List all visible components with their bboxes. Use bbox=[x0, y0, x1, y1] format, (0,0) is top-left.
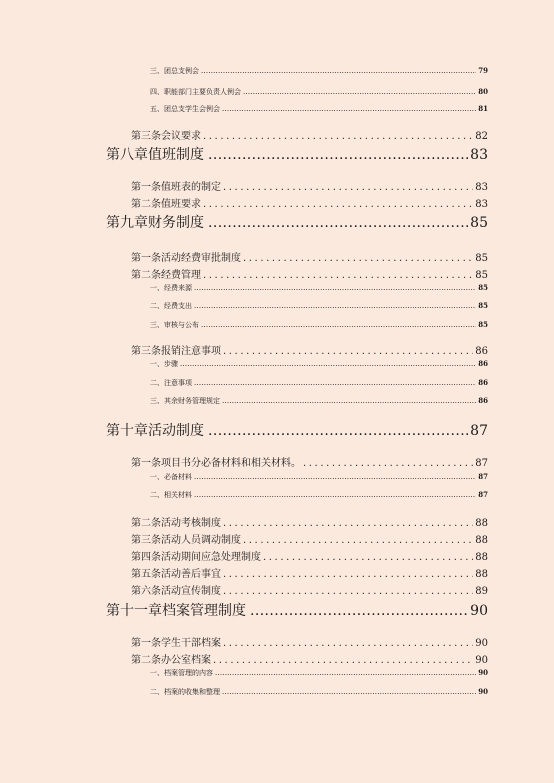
toc-entry-number: 一、 bbox=[150, 360, 164, 368]
toc-entry-number: 三、 bbox=[150, 321, 164, 329]
dot-leader bbox=[203, 131, 473, 142]
dot-leader bbox=[194, 284, 476, 292]
toc-entry-number: 第一条 bbox=[131, 638, 161, 649]
toc-entry-sub[interactable] bbox=[150, 283, 488, 293]
toc-entry-art[interactable] bbox=[131, 178, 488, 193]
toc-entry-sub[interactable] bbox=[150, 320, 488, 330]
dot-leader bbox=[203, 270, 473, 281]
toc-entry-number: 第五条 bbox=[131, 569, 161, 580]
toc-entry-number: 第十章 bbox=[106, 423, 148, 439]
toc-entry-title: 活动经费审批制度 bbox=[161, 253, 241, 264]
dot-leader bbox=[223, 638, 473, 649]
toc-entry-art[interactable] bbox=[131, 565, 488, 580]
dot-leader bbox=[263, 552, 473, 563]
dot-leader bbox=[243, 535, 473, 546]
toc-entry-number: 三、 bbox=[150, 397, 164, 405]
toc-entry-number: 第二条 bbox=[131, 655, 161, 666]
dot-leader bbox=[194, 473, 476, 481]
toc-entry-title: 活动制度 bbox=[148, 423, 204, 439]
toc-entry-art[interactable] bbox=[131, 531, 488, 546]
toc-entry-page-number: 80 bbox=[478, 87, 488, 96]
dot-leader bbox=[250, 603, 468, 619]
dot-leader bbox=[208, 147, 468, 163]
toc-entry-title: 必备材料 bbox=[164, 473, 192, 481]
dot-leader bbox=[208, 423, 468, 439]
toc-entry-title: 步骤 bbox=[164, 360, 178, 368]
toc-entry-number: 四、 bbox=[150, 88, 164, 96]
toc-entry-sub[interactable] bbox=[150, 687, 488, 697]
toc-entry-page-number: 81 bbox=[478, 104, 488, 113]
toc-entry-page-number: 88 bbox=[475, 518, 488, 529]
toc-entry-title: 项目书分必备材料和相关材料。 bbox=[161, 458, 301, 469]
toc-entry-page-number: 86 bbox=[478, 378, 488, 387]
toc-entry-title: 财务制度 bbox=[148, 215, 204, 231]
toc-entry-number: 第六条 bbox=[131, 586, 161, 597]
toc-entry-art[interactable] bbox=[131, 454, 488, 469]
toc-entry-title: 档案管理的内容 bbox=[164, 669, 213, 677]
toc-entry-page-number: 83 bbox=[475, 182, 488, 193]
toc-entry-art[interactable] bbox=[131, 634, 488, 649]
toc-entry-title: 活动期间应急处理制度 bbox=[161, 552, 261, 563]
toc-entry-number: 二、 bbox=[150, 379, 164, 387]
toc-entry-number: 第二条 bbox=[131, 518, 161, 529]
toc-entry-ch[interactable] bbox=[106, 212, 488, 232]
toc-entry-sub[interactable] bbox=[150, 104, 488, 114]
toc-entry-number: 第一条 bbox=[131, 182, 161, 193]
toc-entry-title: 审核与公布 bbox=[164, 321, 199, 329]
dot-leader bbox=[303, 458, 473, 469]
toc-entry-page-number: 83 bbox=[470, 147, 488, 163]
toc-entry-art[interactable] bbox=[131, 548, 488, 563]
toc-entry-number: 第三条 bbox=[131, 131, 161, 142]
toc-entry-title: 值班制度 bbox=[148, 147, 204, 163]
toc-entry-title: 相关材料 bbox=[164, 491, 192, 499]
dot-leader bbox=[243, 253, 473, 264]
toc-entry-title: 团总支例会 bbox=[164, 67, 199, 75]
toc-entry-page-number: 82 bbox=[475, 131, 488, 142]
toc-entry-number: 五、 bbox=[150, 105, 164, 113]
toc-entry-title: 经费支出 bbox=[164, 302, 192, 310]
toc-entry-page-number: 85 bbox=[475, 270, 488, 281]
dot-leader bbox=[201, 321, 476, 329]
toc-entry-page-number: 85 bbox=[478, 283, 488, 292]
dot-leader bbox=[223, 586, 473, 597]
toc-entry-page-number: 90 bbox=[475, 638, 488, 649]
toc-entry-title: 学生干部档案 bbox=[161, 638, 221, 649]
toc-entry-title: 会议要求 bbox=[161, 131, 201, 142]
toc-entry-title: 办公室档案 bbox=[161, 655, 211, 666]
dot-leader bbox=[243, 88, 476, 96]
toc-entry-page-number: 86 bbox=[478, 359, 488, 368]
toc-entry-page-number: 88 bbox=[475, 569, 488, 580]
toc-entry-title: 值班要求 bbox=[161, 199, 201, 210]
toc-entry-title: 其余财务管理规定 bbox=[164, 397, 220, 405]
toc-entry-title: 档案的收集和整理 bbox=[164, 688, 220, 696]
toc-entry-art[interactable] bbox=[131, 651, 488, 666]
toc-entry-page-number: 88 bbox=[475, 535, 488, 546]
toc-entry-page-number: 83 bbox=[475, 199, 488, 210]
toc-entry-title: 活动宣传制度 bbox=[161, 586, 221, 597]
toc-entry-title: 档案管理制度 bbox=[162, 603, 246, 619]
toc-entry-title: 活动善后事宜 bbox=[161, 569, 221, 580]
toc-entry-title: 报销注意事项 bbox=[161, 346, 221, 357]
toc-entry-title: 经费管理 bbox=[161, 270, 201, 281]
toc-entry-title: 活动考核制度 bbox=[161, 518, 221, 529]
dot-leader bbox=[201, 67, 476, 75]
toc-entry-sub[interactable] bbox=[150, 378, 488, 388]
toc-entry-sub[interactable] bbox=[150, 359, 488, 369]
toc-entry-number: 第二条 bbox=[131, 270, 161, 281]
dot-leader bbox=[223, 518, 473, 529]
toc-entry-page-number: 85 bbox=[478, 320, 488, 329]
toc-entry-number: 二、 bbox=[150, 302, 164, 310]
dot-leader bbox=[223, 346, 473, 357]
toc-entry-sub[interactable] bbox=[150, 66, 488, 76]
toc-entry-number: 第四条 bbox=[131, 552, 161, 563]
toc-entry-title: 职能部门主要负责人例会 bbox=[164, 88, 241, 96]
dot-leader bbox=[194, 379, 476, 387]
toc-entry-page-number: 87 bbox=[478, 490, 488, 499]
toc-entry-page-number: 86 bbox=[475, 346, 488, 357]
toc-entry-page-number: 90 bbox=[470, 603, 488, 619]
toc-entry-title: 值班表的制定 bbox=[161, 182, 221, 193]
toc-entry-page-number: 88 bbox=[475, 552, 488, 563]
toc-entry-number: 第一条 bbox=[131, 253, 161, 264]
toc-entry-number: 第九章 bbox=[106, 215, 148, 231]
toc-entry-page-number: 87 bbox=[475, 458, 488, 469]
toc-entry-sub[interactable] bbox=[150, 301, 488, 311]
toc-entry-number: 第三条 bbox=[131, 346, 161, 357]
toc-entry-page-number: 85 bbox=[470, 215, 488, 231]
toc-entry-sub[interactable] bbox=[150, 472, 488, 482]
dot-leader bbox=[213, 655, 473, 666]
toc-entry-number: 第十一章 bbox=[106, 603, 162, 619]
toc-entry-title: 经费来源 bbox=[164, 284, 192, 292]
toc-entry-art[interactable] bbox=[131, 342, 488, 357]
dot-leader bbox=[194, 302, 476, 310]
toc-entry-title: 活动人员调动制度 bbox=[161, 535, 241, 546]
toc-entry-ch[interactable] bbox=[106, 144, 488, 164]
toc-entry-ch[interactable] bbox=[106, 600, 488, 620]
toc-entry-page-number: 87 bbox=[478, 472, 488, 481]
toc-entry-number: 二、 bbox=[150, 491, 164, 499]
toc-entry-page-number: 87 bbox=[470, 423, 488, 439]
dot-leader bbox=[180, 360, 476, 368]
toc-entry-number: 一、 bbox=[150, 669, 164, 677]
toc-entry-number: 第二条 bbox=[131, 199, 161, 210]
toc-entry-art[interactable] bbox=[131, 582, 488, 597]
dot-leader bbox=[222, 397, 476, 405]
toc-entry-page-number: 85 bbox=[475, 253, 488, 264]
toc-entry-number: 第八章 bbox=[106, 147, 148, 163]
dot-leader bbox=[215, 669, 476, 677]
toc-entry-art[interactable] bbox=[131, 266, 488, 281]
toc-entry-art[interactable] bbox=[131, 195, 488, 210]
dot-leader bbox=[222, 688, 476, 696]
dot-leader bbox=[222, 105, 476, 113]
toc-entry-sub[interactable] bbox=[150, 87, 488, 97]
toc-entry-number: 第三条 bbox=[131, 535, 161, 546]
toc-entry-sub[interactable] bbox=[150, 490, 488, 500]
toc-entry-title: 团总支学生会例会 bbox=[164, 105, 220, 113]
dot-leader bbox=[203, 199, 473, 210]
toc-entry-sub[interactable] bbox=[150, 668, 488, 678]
toc-entry-art[interactable] bbox=[131, 514, 488, 529]
dot-leader bbox=[194, 491, 476, 499]
toc-entry-page-number: 79 bbox=[478, 66, 488, 75]
toc-entry-page-number: 85 bbox=[478, 301, 488, 310]
toc-entry-number: 第一条 bbox=[131, 458, 161, 469]
toc-entry-number: 二、 bbox=[150, 688, 164, 696]
toc-entry-page-number: 90 bbox=[478, 687, 488, 696]
toc-entry-page-number: 86 bbox=[478, 396, 488, 405]
toc-entry-number: 一、 bbox=[150, 473, 164, 481]
dot-leader bbox=[223, 569, 473, 580]
toc-entry-page-number: 90 bbox=[478, 668, 488, 677]
toc-entry-number: 三、 bbox=[150, 67, 164, 75]
toc-entry-title: 注意事项 bbox=[164, 379, 192, 387]
toc-entry-art[interactable] bbox=[131, 249, 488, 264]
toc-entry-number: 一、 bbox=[150, 284, 164, 292]
toc-entry-page-number: 90 bbox=[475, 655, 488, 666]
toc-entry-ch[interactable] bbox=[106, 420, 488, 440]
toc-entry-art[interactable] bbox=[131, 127, 488, 142]
toc-entry-page-number: 89 bbox=[475, 586, 488, 597]
toc-entry-sub[interactable] bbox=[150, 396, 488, 406]
dot-leader bbox=[208, 215, 468, 231]
dot-leader bbox=[223, 182, 473, 193]
